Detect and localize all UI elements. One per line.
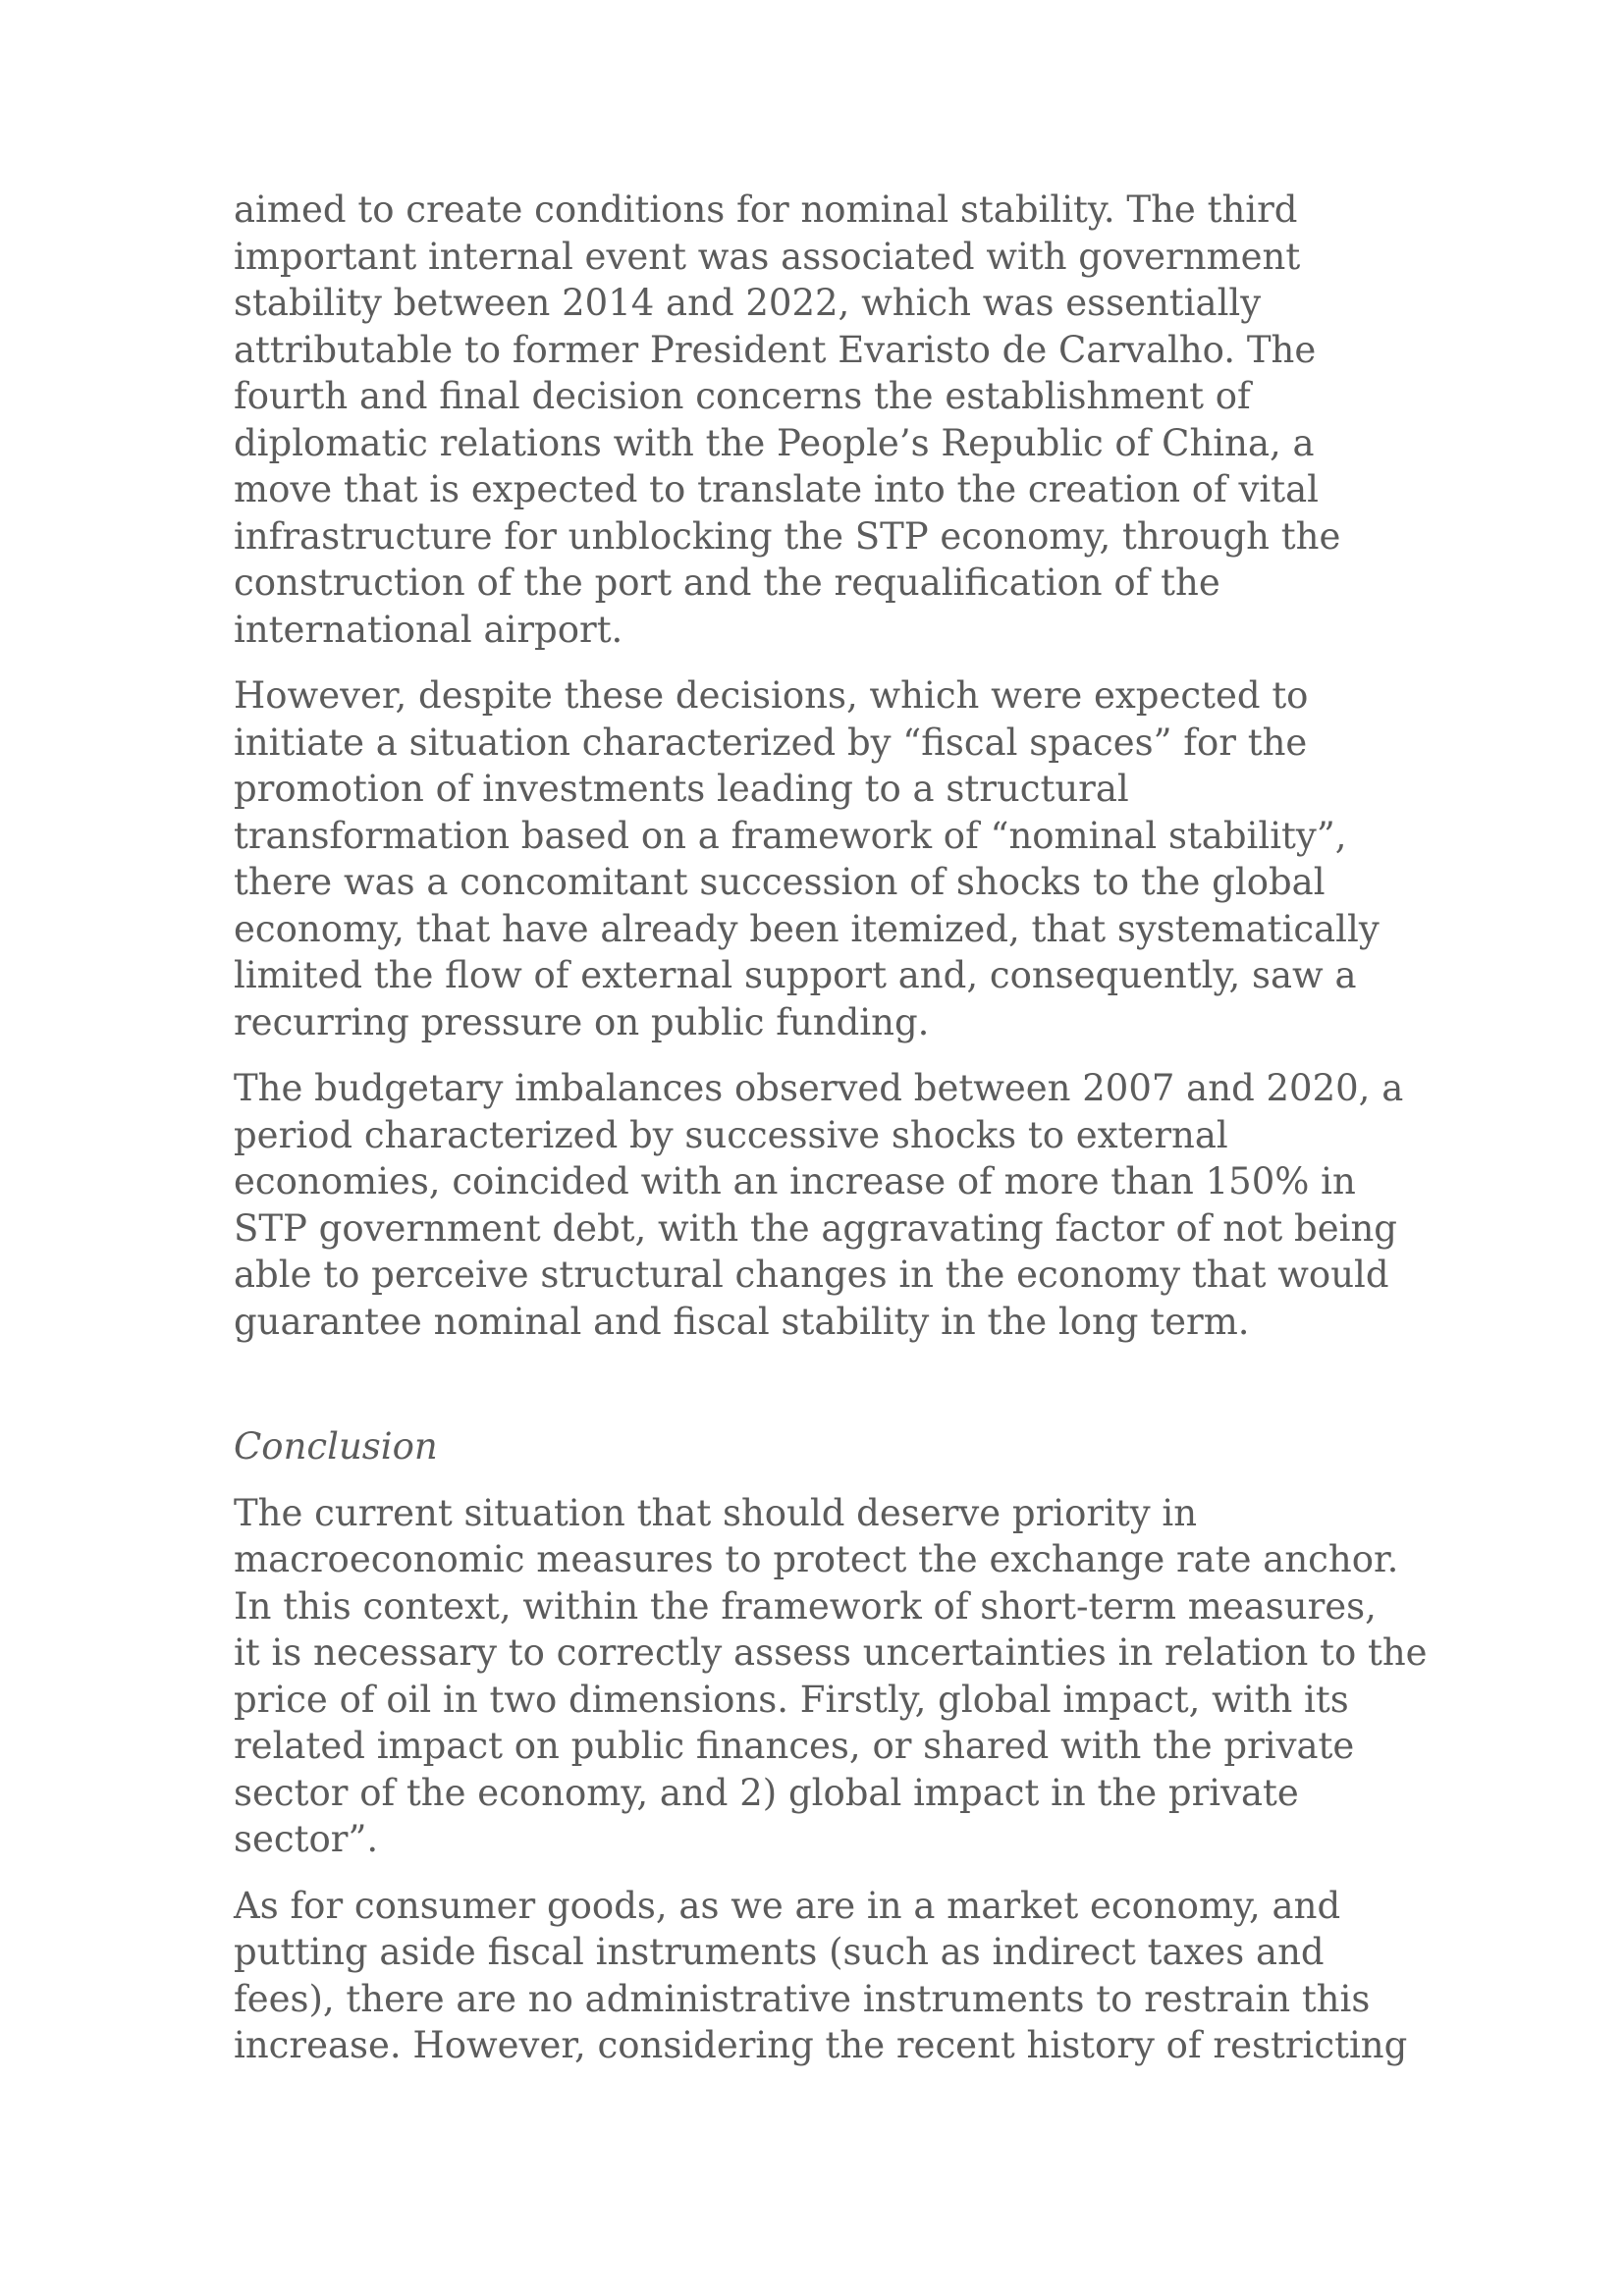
- text-line: initiate a situation characterized by “fiscal spaces” for the: [234, 721, 1308, 764]
- text-line: economies, coincided with an increase of more than 150% in: [234, 1160, 1356, 1202]
- text-line: As for consumer goods, as we are in a market economy, and: [234, 1884, 1341, 1927]
- text-line: diplomatic relations with the People’s Republic of China, a: [234, 421, 1315, 464]
- text-line: increase. However, considering the recent history of restricting: [234, 2024, 1408, 2066]
- paragraph-budgetary-imbalances: [234, 1065, 1441, 1345]
- paragraph-current-situation: [234, 1490, 1441, 1863]
- text-line: In this context, within the framework of short-term measures,: [234, 1584, 1377, 1628]
- text-line: recurring pressure on public funding.: [234, 1000, 930, 1043]
- text-line: there was a concomitant succession of shocks to the global: [234, 861, 1326, 903]
- text-line: putting aside fiscal instruments (such as indirect taxes and: [234, 1931, 1325, 1973]
- document-page: [234, 187, 1441, 2089]
- text-line: guarantee nominal and fiscal stability in the long term.: [234, 1300, 1250, 1343]
- text-line: stability between 2014 and 2022, which was essentially: [234, 282, 1262, 324]
- text-line: construction of the port and the requalification of the: [234, 561, 1220, 604]
- text-line: promotion of investments leading to a structural: [234, 768, 1129, 810]
- text-line: price of oil in two dimensions. Firstly, global impact, with its: [234, 1678, 1349, 1721]
- text-line: important internal event was associated with government: [234, 235, 1301, 278]
- text-line: period characterized by successive shocks to external: [234, 1113, 1228, 1156]
- text-line: macroeconomic measures to protect the exchange rate anchor.: [234, 1538, 1399, 1580]
- text-line: The budgetary imbalances observed between 2007 and 2020, a: [234, 1067, 1404, 1109]
- text-line: international airport.: [234, 608, 623, 651]
- text-line: aimed to create conditions for nominal stability. The third: [234, 188, 1298, 231]
- text-line: it is necessary to correctly assess uncertainties in relation to the: [234, 1631, 1428, 1674]
- heading-text: Conclusion: [234, 1425, 438, 1468]
- paragraph-fiscal-spaces: [234, 672, 1441, 1045]
- text-line: However, despite these decisions, which were expected to: [234, 674, 1309, 717]
- text-line: limited the flow of external support and, consequently, saw a: [234, 954, 1357, 996]
- text-line: The current situation that should deserve priority in: [234, 1491, 1198, 1534]
- text-line: fourth and final decision concerns the establishment of: [234, 375, 1251, 417]
- text-line: economy, that have already been itemized, that systematically: [234, 907, 1380, 950]
- section-heading-conclusion: [234, 1423, 1441, 1470]
- text-line: move that is expected to translate into the creation of vital: [234, 468, 1320, 510]
- text-line: sector”.: [234, 1818, 379, 1860]
- text-line: transformation based on a framework of “nominal stability”,: [234, 814, 1347, 857]
- text-line: able to perceive structural changes in the economy that would: [234, 1254, 1389, 1296]
- text-line: related impact on public finances, or shared with the private: [234, 1725, 1355, 1767]
- text-line: fees), there are no administrative instruments to restrain this: [234, 1977, 1371, 2020]
- text-line: sector of the economy, and 2) global impact in the private: [234, 1771, 1299, 1814]
- text-line: attributable to former President Evaristo de Carvalho. The: [234, 328, 1317, 371]
- text-line: infrastructure for unblocking the STP economy, through the: [234, 514, 1341, 558]
- text-line: STP government debt, with the aggravating factor of not being: [234, 1206, 1397, 1250]
- paragraph-nominal-stability: [234, 187, 1441, 653]
- paragraph-consumer-goods: [234, 1883, 1441, 2069]
